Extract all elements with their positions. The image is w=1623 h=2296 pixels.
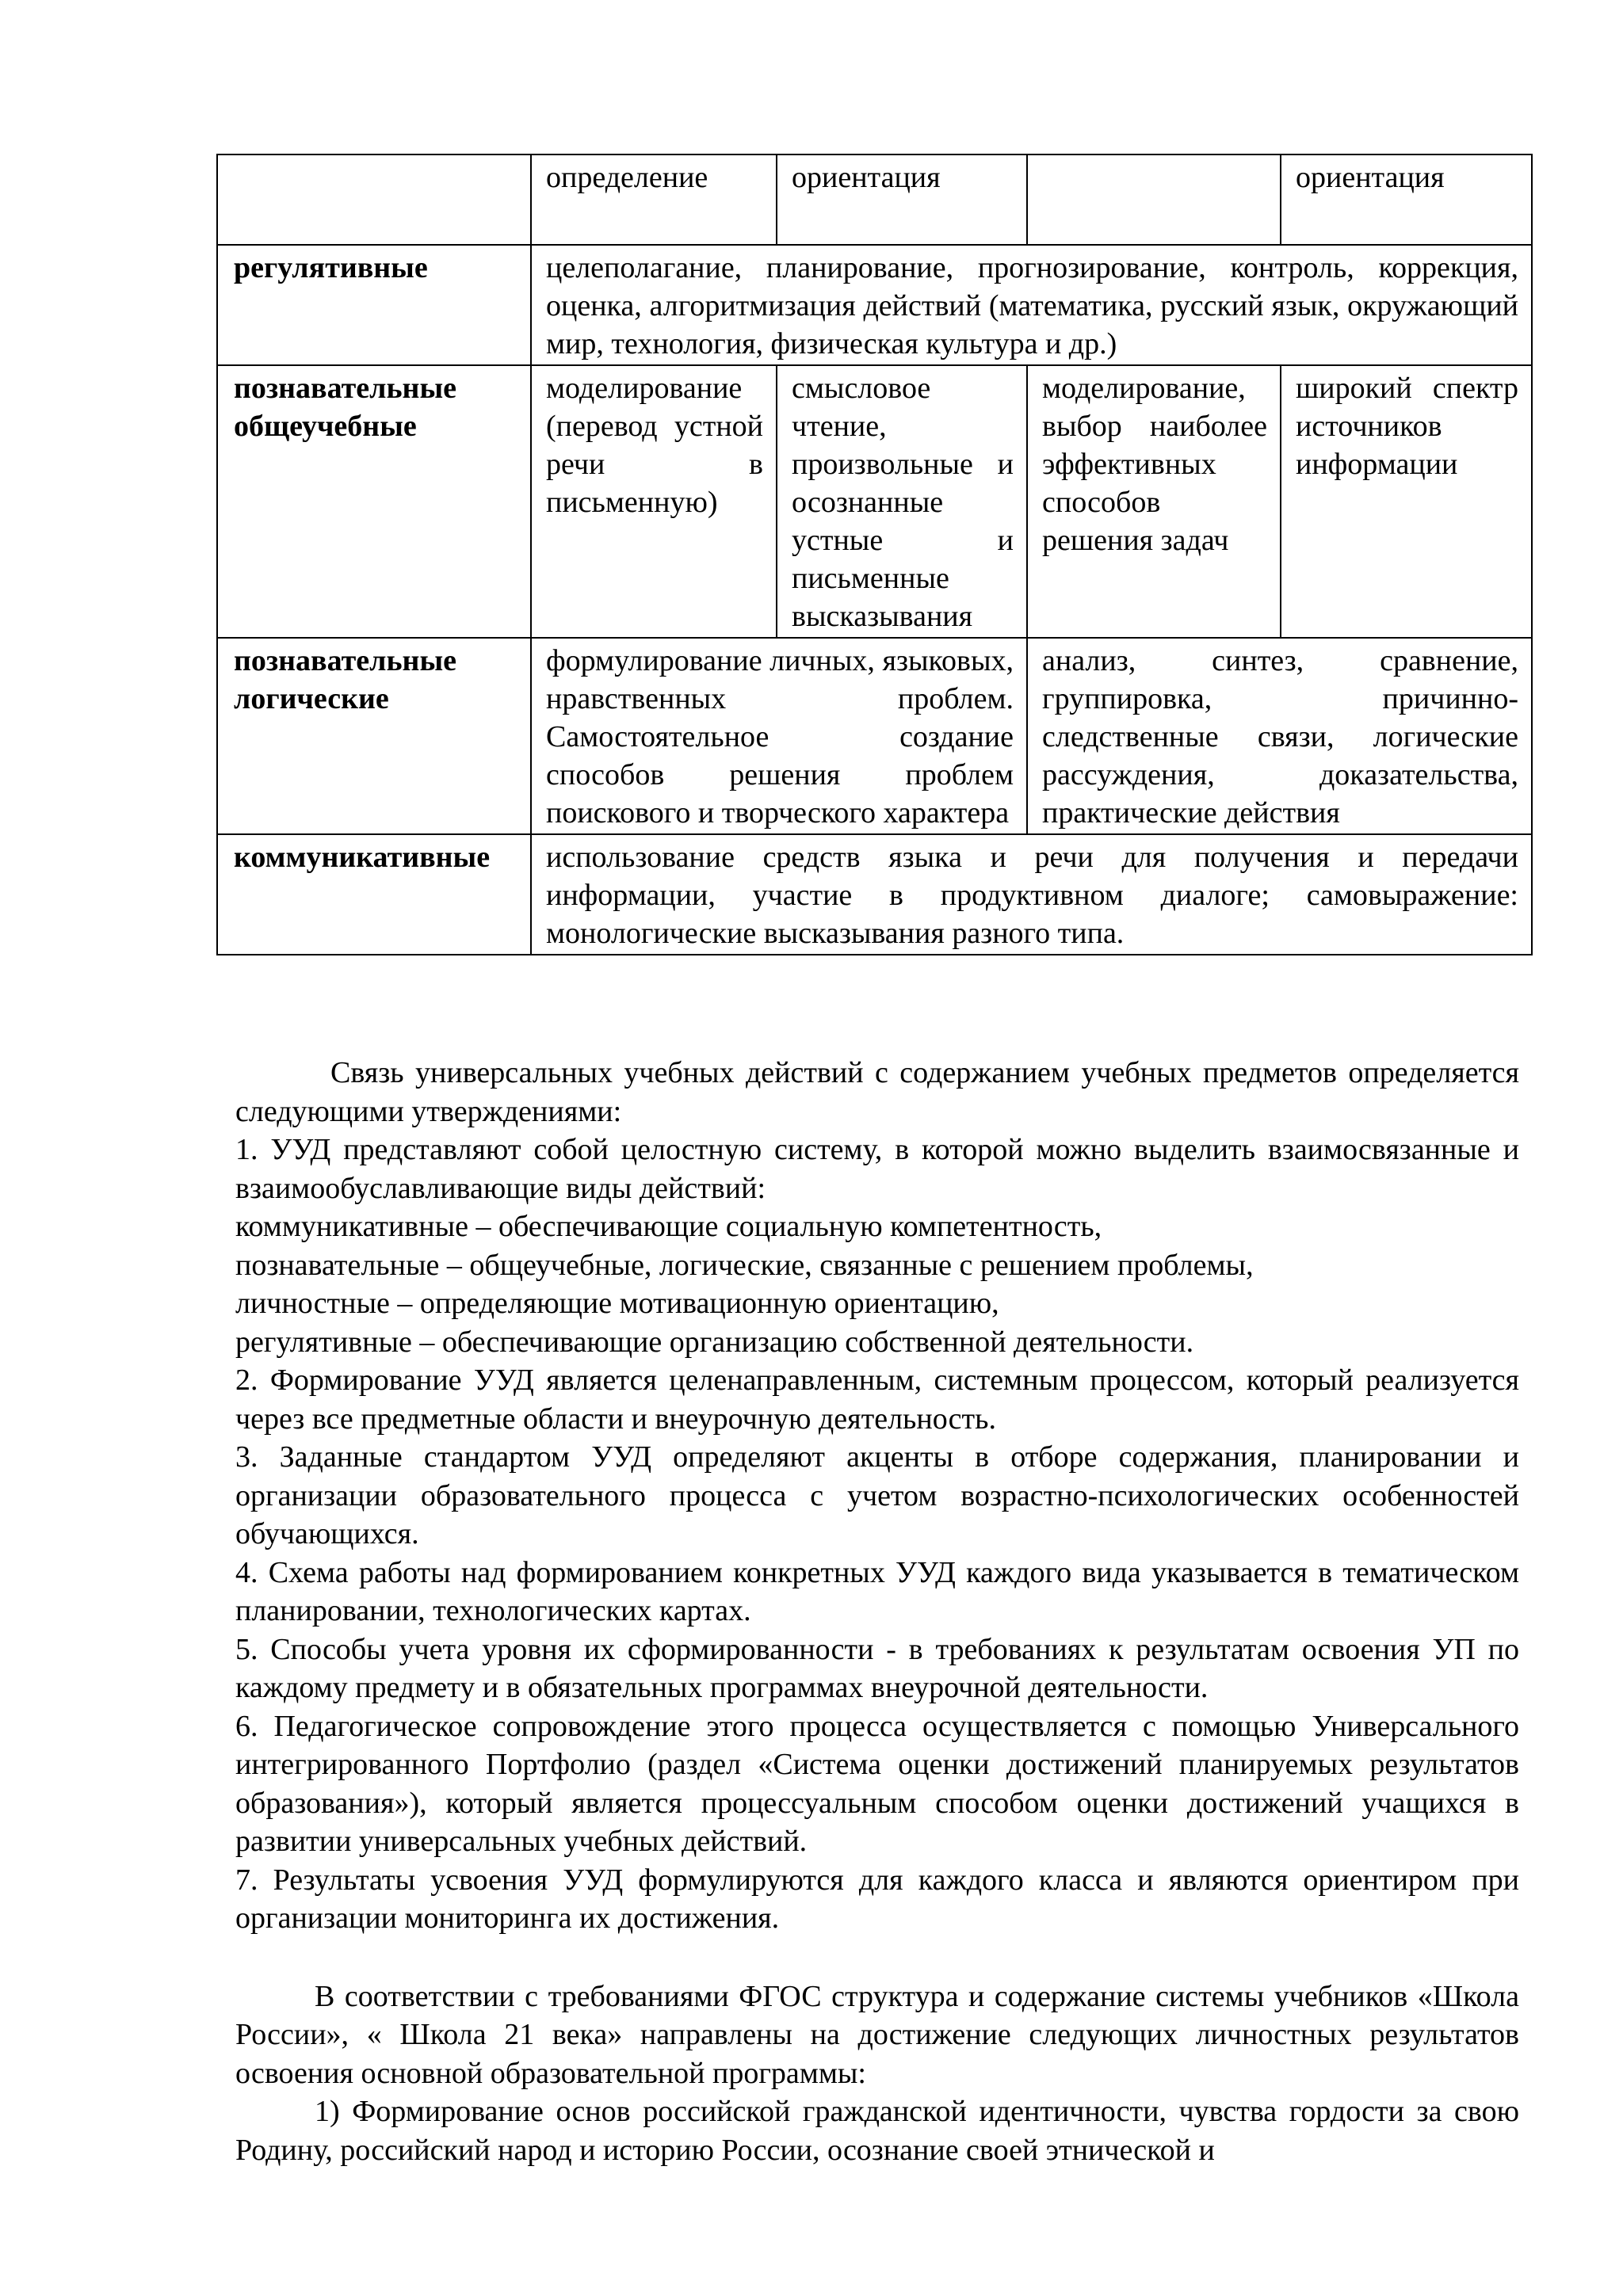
paragraph-line: познавательные – общеучебные, логические, связанные с решением проблемы, <box>235 1248 1254 1282</box>
uud-table <box>216 154 1533 955</box>
row-label-line: познавательные <box>234 644 456 677</box>
table-cell: использование средств языка и речи для получения и передачи информации, участие в продуктивном диалоге; самовыражение: монологические высказывания разного типа. <box>531 834 1532 955</box>
row-label-regulative: регулятивные <box>217 245 531 365</box>
table-cell: анализ, синтез, сравнение, группировка, причинно-следственные связи, логические рассуждения, доказательства, практические действия <box>1027 638 1532 834</box>
row-label-communicative: коммуникативные <box>217 834 531 955</box>
list-item: 6. Педагогическое сопровождение этого процесса осуществляется с помощью Универсального интегрированного Портфолио (раздел «Система оценки достижений планируемых результатов образования»), который является процессуальным способом оценки достижений учащихся в развитии универсальных учебных действий. <box>235 1709 1519 1858</box>
table-row <box>217 365 1532 638</box>
row-label-line: познавательные <box>234 372 456 405</box>
body-text <box>235 1054 1519 2169</box>
list-item: 4. Схема работы над формированием конкретных УУД каждого вида указывается в тематическом планировании, технологических картах. <box>235 1555 1519 1627</box>
list-item: 1. УУД представляют собой целостную систему, в которой можно выделить взаимосвязанные и взаимообуславливающие виды действий: <box>235 1133 1519 1205</box>
table-cell: ориентация <box>777 154 1027 245</box>
table-row <box>217 638 1532 834</box>
table-row <box>217 154 1532 245</box>
table-cell: ориентация <box>1281 154 1532 245</box>
table-cell <box>217 154 531 245</box>
list-item: 3. Заданные стандартом УУД определяют акценты в отборе содержания, планировании и организации образовательного процесса с учетом возрастно-психологических особенностей обучающихся. <box>235 1440 1519 1550</box>
row-label-line: общеучебные <box>234 410 417 443</box>
paragraph-result-1: 1) Формирование основ российской гражданской идентичности, чувства гордости за свою Родину, российский народ и историю России, осознание своей этнической и <box>235 2095 1519 2167</box>
table-cell: моделирование, выбор наиболее эффективных способов решения задач <box>1027 365 1281 638</box>
list-item: 2. Формирование УУД является целенаправленным, системным процессом, который реализуется через все предметные области и внеурочную деятельность. <box>235 1363 1519 1436</box>
list-item: 7. Результаты усвоения УУД формулируются для каждого класса и являются ориентиром при организации мониторинга их достижения. <box>235 1863 1519 1935</box>
table-cell: моделирование (перевод устной речи в письменную) <box>531 365 777 638</box>
table-cell: широкий спектр источников информации <box>1281 365 1532 638</box>
paragraph-line: личностные – определяющие мотивационную ориентацию, <box>235 1287 999 1320</box>
table-cell: смысловое чтение, произвольные и осознанные устные и письменные высказывания <box>777 365 1027 638</box>
table-row <box>217 834 1532 955</box>
row-label-cognitive-general <box>217 365 531 638</box>
table-cell <box>1027 154 1281 245</box>
table-cell: определение <box>531 154 777 245</box>
table-cell: формулирование личных, языковых, нравственных проблем. Самостоятельное создание способов решения проблем поискового и творческого характера <box>531 638 1027 834</box>
paragraph-fgos: В соответствии с требованиями ФГОС структура и содержание системы учебников «Школа России», « Школа 21 века» направлены на достижение следующих личностных результатов освоения основной образовательной программы: <box>235 1979 1519 2090</box>
table-row <box>217 245 1532 365</box>
table-cell: целеполагание, планирование, прогнозирование, контроль, коррекция, оценка, алгоритмизация действий (математика, русский язык, окружающий мир, технология, физическая культура и др.) <box>531 245 1532 365</box>
row-label-cognitive-logical <box>217 638 531 834</box>
paragraph-intro: Связь универсальных учебных действий с содержанием учебных предметов определяется следующими утверждениями: <box>235 1056 1519 1128</box>
paragraph-line: коммуникативные – обеспечивающие социальную компетентность, <box>235 1210 1102 1243</box>
list-item: 5. Способы учета уровня их сформированности - в требованиях к результатам освоения УП по каждому предмету и в обязательных программах внеурочной деятельности. <box>235 1632 1519 1704</box>
row-label-line: логические <box>234 682 389 715</box>
paragraph-line: регулятивные – обеспечивающие организацию собственной деятельности. <box>235 1325 1194 1359</box>
